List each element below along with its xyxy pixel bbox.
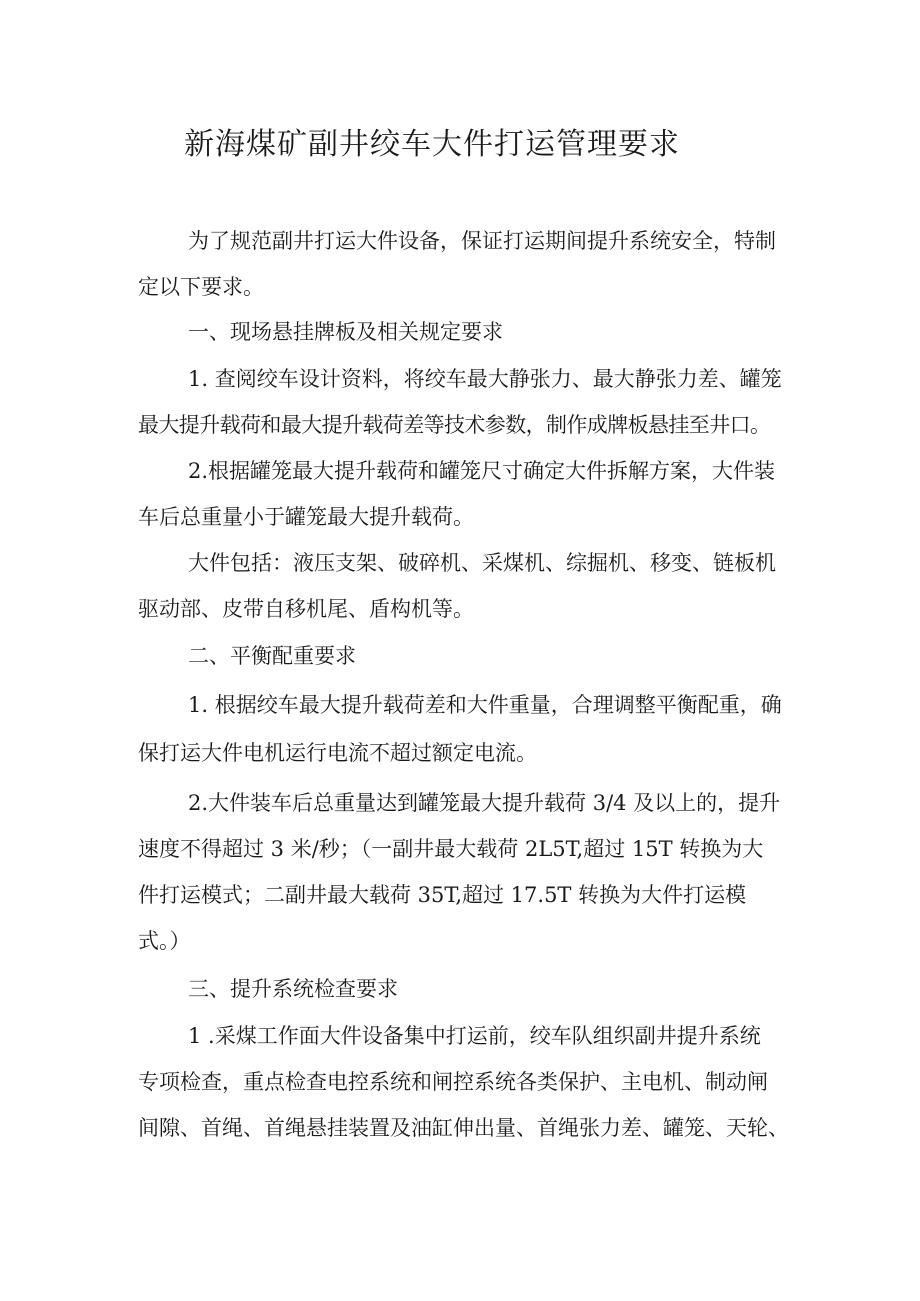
section-1-item-2-line-1: 2.根据罐笼最大提升载荷和罐笼尺寸确定大件拆解方案，大件装 <box>188 459 776 483</box>
section-2-item-1-line-1: 1. 根据绞车最大提升载荷差和大件重量，合理调整平衡配重，确 <box>188 693 782 717</box>
document-title: 新海煤矿副井绞车大件打运管理要求 <box>184 127 680 162</box>
section-1-item-1-line-1: 1. 查阅绞车设计资料，将绞车最大静张力、最大静张力差、罐笼 <box>188 367 782 391</box>
section-3-heading <box>138 966 788 1012</box>
section-2-item-2 <box>138 780 788 964</box>
section-2-item-1-line-2: 保打运大件电机运行电流不超过额定电流。 <box>138 741 537 765</box>
section-1-note <box>138 540 788 632</box>
section-1-item-2 <box>138 448 788 540</box>
section-1-note-line-2: 驱动部、皮带自移机尾、盾构机等。 <box>138 597 474 621</box>
intro-paragraph <box>138 218 788 310</box>
section-1-heading <box>138 309 788 355</box>
section-2-heading-text: 二、平衡配重要求 <box>188 644 356 668</box>
section-2-item-2-line-4: 式。） <box>138 929 191 953</box>
section-1-heading-text: 一、现场悬挂牌板及相关规定要求 <box>188 320 503 344</box>
section-2-heading <box>138 633 788 679</box>
section-1-note-line-1: 大件包括：液压支架、破碎机、采煤机、综掘机、移变、链板机 <box>188 551 776 575</box>
section-2-item-2-line-2: 速度不得超过 3 米/秒；（一副井最大载荷 2L5T,超过 15T 转换为大 <box>138 837 764 861</box>
section-3-item-1 <box>138 1013 788 1151</box>
section-3-heading-text: 三、提升系统检查要求 <box>188 977 398 1001</box>
section-2-item-1 <box>138 682 788 776</box>
section-1-item-2-line-2: 车后总重量小于罐笼最大提升载荷。 <box>138 505 474 529</box>
section-3-item-1-line-2: 专项检查，重点检查电控系统和闸控系统各类保护、主电机、制动闸 <box>138 1070 768 1094</box>
section-2-item-2-line-1: 2.大件装车后总重量达到罐笼最大提升载荷 3/4 及以上的，提升 <box>188 791 781 815</box>
section-1-item-1 <box>138 356 788 448</box>
section-3-item-1-line-1: 1 .采煤工作面大件设备集中打运前，绞车队组织副井提升系统 <box>188 1024 761 1048</box>
section-3-item-1-line-3: 间隙、首绳、首绳悬挂装置及油缸伸出量、首绳张力差、罐笼、天轮、 <box>138 1116 789 1140</box>
section-1-item-1-line-2: 最大提升载荷和最大提升载荷差等技术参数，制作成牌板悬挂至井口。 <box>138 413 771 437</box>
intro-line-1: 为了规范副井打运大件设备，保证打运期间提升系统安全，特制 <box>188 229 776 253</box>
section-2-item-2-line-3: 件打运模式；二副井最大载荷 35T,超过 17.5T 转换为大件打运模 <box>138 883 747 907</box>
intro-line-2: 定以下要求。 <box>138 275 264 299</box>
